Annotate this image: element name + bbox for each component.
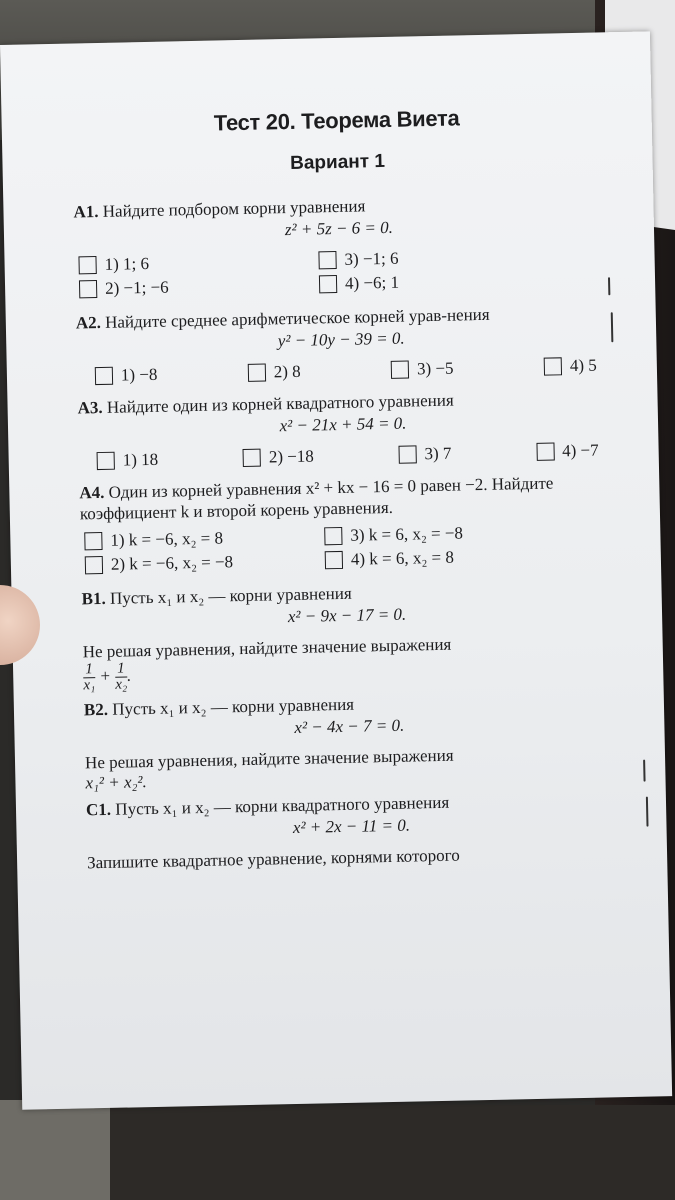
checkbox[interactable] — [319, 275, 337, 293]
option-label: 4) −7 — [561, 440, 599, 461]
task-a1-options — [78, 243, 605, 300]
task-a2-label: А2. — [75, 312, 102, 333]
task-a4 — [79, 471, 610, 524]
checkbox[interactable] — [391, 361, 409, 379]
task-b1-question: Не решая уравнения, найдите значение выражения — [82, 634, 452, 662]
option-label: 3) −5 — [416, 358, 454, 379]
fraction-denominator: x₁ — [83, 677, 96, 694]
variant-title: Вариант 1 — [289, 150, 386, 174]
option-label: 1) k = −6, x₂ = 8 — [110, 528, 224, 550]
option-label: 3) 7 — [424, 443, 452, 464]
fraction-1 — [83, 662, 96, 693]
task-a4-label: А4. — [79, 482, 105, 503]
background-bottom-left — [0, 1100, 110, 1200]
option-label: 3) −1; 6 — [344, 248, 399, 269]
task-b2-question: Не решая уравнения, найдите значение выражения — [84, 745, 454, 773]
task-a2-text: Найдите среднее арифметическое корней урав-нения — [104, 304, 490, 332]
task-a2-options — [95, 355, 597, 388]
task-c1-label: С1. — [85, 799, 112, 820]
fraction-denominator: x₂ — [115, 676, 128, 693]
task-b1-expression: $\frac{1}{\text{x₁}}$ + $\frac{1}{\text{x₂}}$ . — [83, 660, 132, 694]
pencil-mark — [608, 277, 610, 295]
answer-option[interactable] — [319, 269, 549, 296]
task-a1-equation: z² + 5z − 6 = 0. — [284, 217, 394, 240]
option-label: 4) k = 6, x₂ = 8 — [350, 547, 455, 569]
answer-option[interactable] — [325, 544, 555, 571]
answer-option[interactable] — [84, 526, 314, 553]
task-b2-label: В2. — [83, 699, 109, 720]
checkbox[interactable] — [95, 367, 113, 385]
option-label: 2) −18 — [268, 446, 315, 467]
task-a3-options — [97, 440, 599, 473]
fraction-numerator: 1 — [115, 661, 127, 677]
checkbox[interactable] — [324, 527, 342, 545]
answer-option[interactable] — [243, 446, 314, 469]
task-a4-text: Один из корней уравнения x² + kx − 16 = 0 равен −2. Найдите коэффициент k и второй корень уравнения. — [79, 473, 554, 524]
answer-option[interactable] — [398, 443, 451, 466]
checkbox[interactable] — [97, 452, 115, 470]
task-c1-text: Пусть x₁ и x₂ — корни квадратного уравнения — [115, 792, 450, 819]
answer-option[interactable] — [544, 355, 597, 378]
answer-option[interactable] — [324, 521, 554, 548]
checkbox[interactable] — [85, 556, 103, 574]
checkbox[interactable] — [78, 256, 96, 274]
task-a3-equation: x² − 21x + 54 = 0. — [279, 413, 407, 436]
checkbox[interactable] — [248, 364, 266, 382]
checkbox[interactable] — [398, 445, 416, 463]
test-title: Тест 20. Теорема Виета — [213, 105, 460, 136]
task-c1-equation: x² + 2x − 11 = 0. — [292, 815, 411, 838]
option-label: 1) −8 — [120, 364, 158, 385]
task-a3-text: Найдите один из корней квадратного уравнения — [106, 390, 454, 417]
answer-option[interactable] — [79, 274, 309, 301]
answer-option[interactable] — [97, 449, 159, 472]
checkbox[interactable] — [325, 551, 343, 569]
option-label: 4) 5 — [569, 355, 598, 376]
checkbox[interactable] — [243, 449, 261, 467]
task-a4-options — [84, 519, 611, 576]
option-label: 4) −6; 1 — [344, 272, 400, 293]
fraction-2 — [115, 661, 128, 692]
checkbox[interactable] — [536, 442, 554, 460]
pencil-mark — [643, 760, 645, 782]
fraction-numerator: 1 — [83, 662, 95, 678]
answer-option[interactable] — [318, 245, 548, 272]
checkbox[interactable] — [84, 532, 102, 550]
task-b2-text: Пусть x₁ и x₂ — корни уравнения — [112, 694, 355, 719]
pencil-mark — [646, 797, 649, 827]
task-a1-label: А1. — [73, 201, 99, 222]
task-a2-equation: y² − 10y − 39 = 0. — [277, 328, 405, 351]
answer-option[interactable] — [391, 358, 454, 381]
checkbox[interactable] — [318, 251, 336, 269]
option-label: 2) 8 — [273, 361, 301, 382]
task-b2-expression: x₁² + x₂². — [85, 772, 147, 793]
option-label: 3) k = 6, x₂ = −8 — [350, 523, 464, 545]
task-b1-label: В1. — [81, 588, 106, 609]
answer-option[interactable] — [536, 440, 599, 463]
task-c1-question: Запишите квадратное уравнение, корнями которого — [86, 845, 460, 873]
answer-option[interactable] — [248, 361, 301, 384]
option-label: 1) 1; 6 — [104, 253, 150, 274]
option-label: 2) k = −6, x₂ = −8 — [110, 552, 234, 574]
test-sheet — [0, 31, 672, 1109]
checkbox[interactable] — [79, 280, 97, 298]
pencil-mark — [611, 312, 614, 342]
task-b1-text: Пусть x₁ и x₂ — корни уравнения — [109, 583, 352, 608]
task-a3-label: А3. — [77, 397, 103, 418]
task-b1-equation: x² − 9x − 17 = 0. — [287, 604, 407, 627]
answer-option[interactable] — [95, 364, 158, 387]
option-label: 2) −1; −6 — [104, 277, 169, 298]
checkbox[interactable] — [544, 357, 562, 375]
task-a1-text: Найдите подбором корни уравнения — [102, 196, 366, 221]
answer-option[interactable] — [78, 250, 308, 277]
option-label: 1) 18 — [122, 449, 159, 470]
answer-option[interactable] — [85, 550, 315, 577]
sheet-content — [71, 102, 617, 873]
task-b2-equation: x² − 4x − 7 = 0. — [294, 715, 405, 737]
